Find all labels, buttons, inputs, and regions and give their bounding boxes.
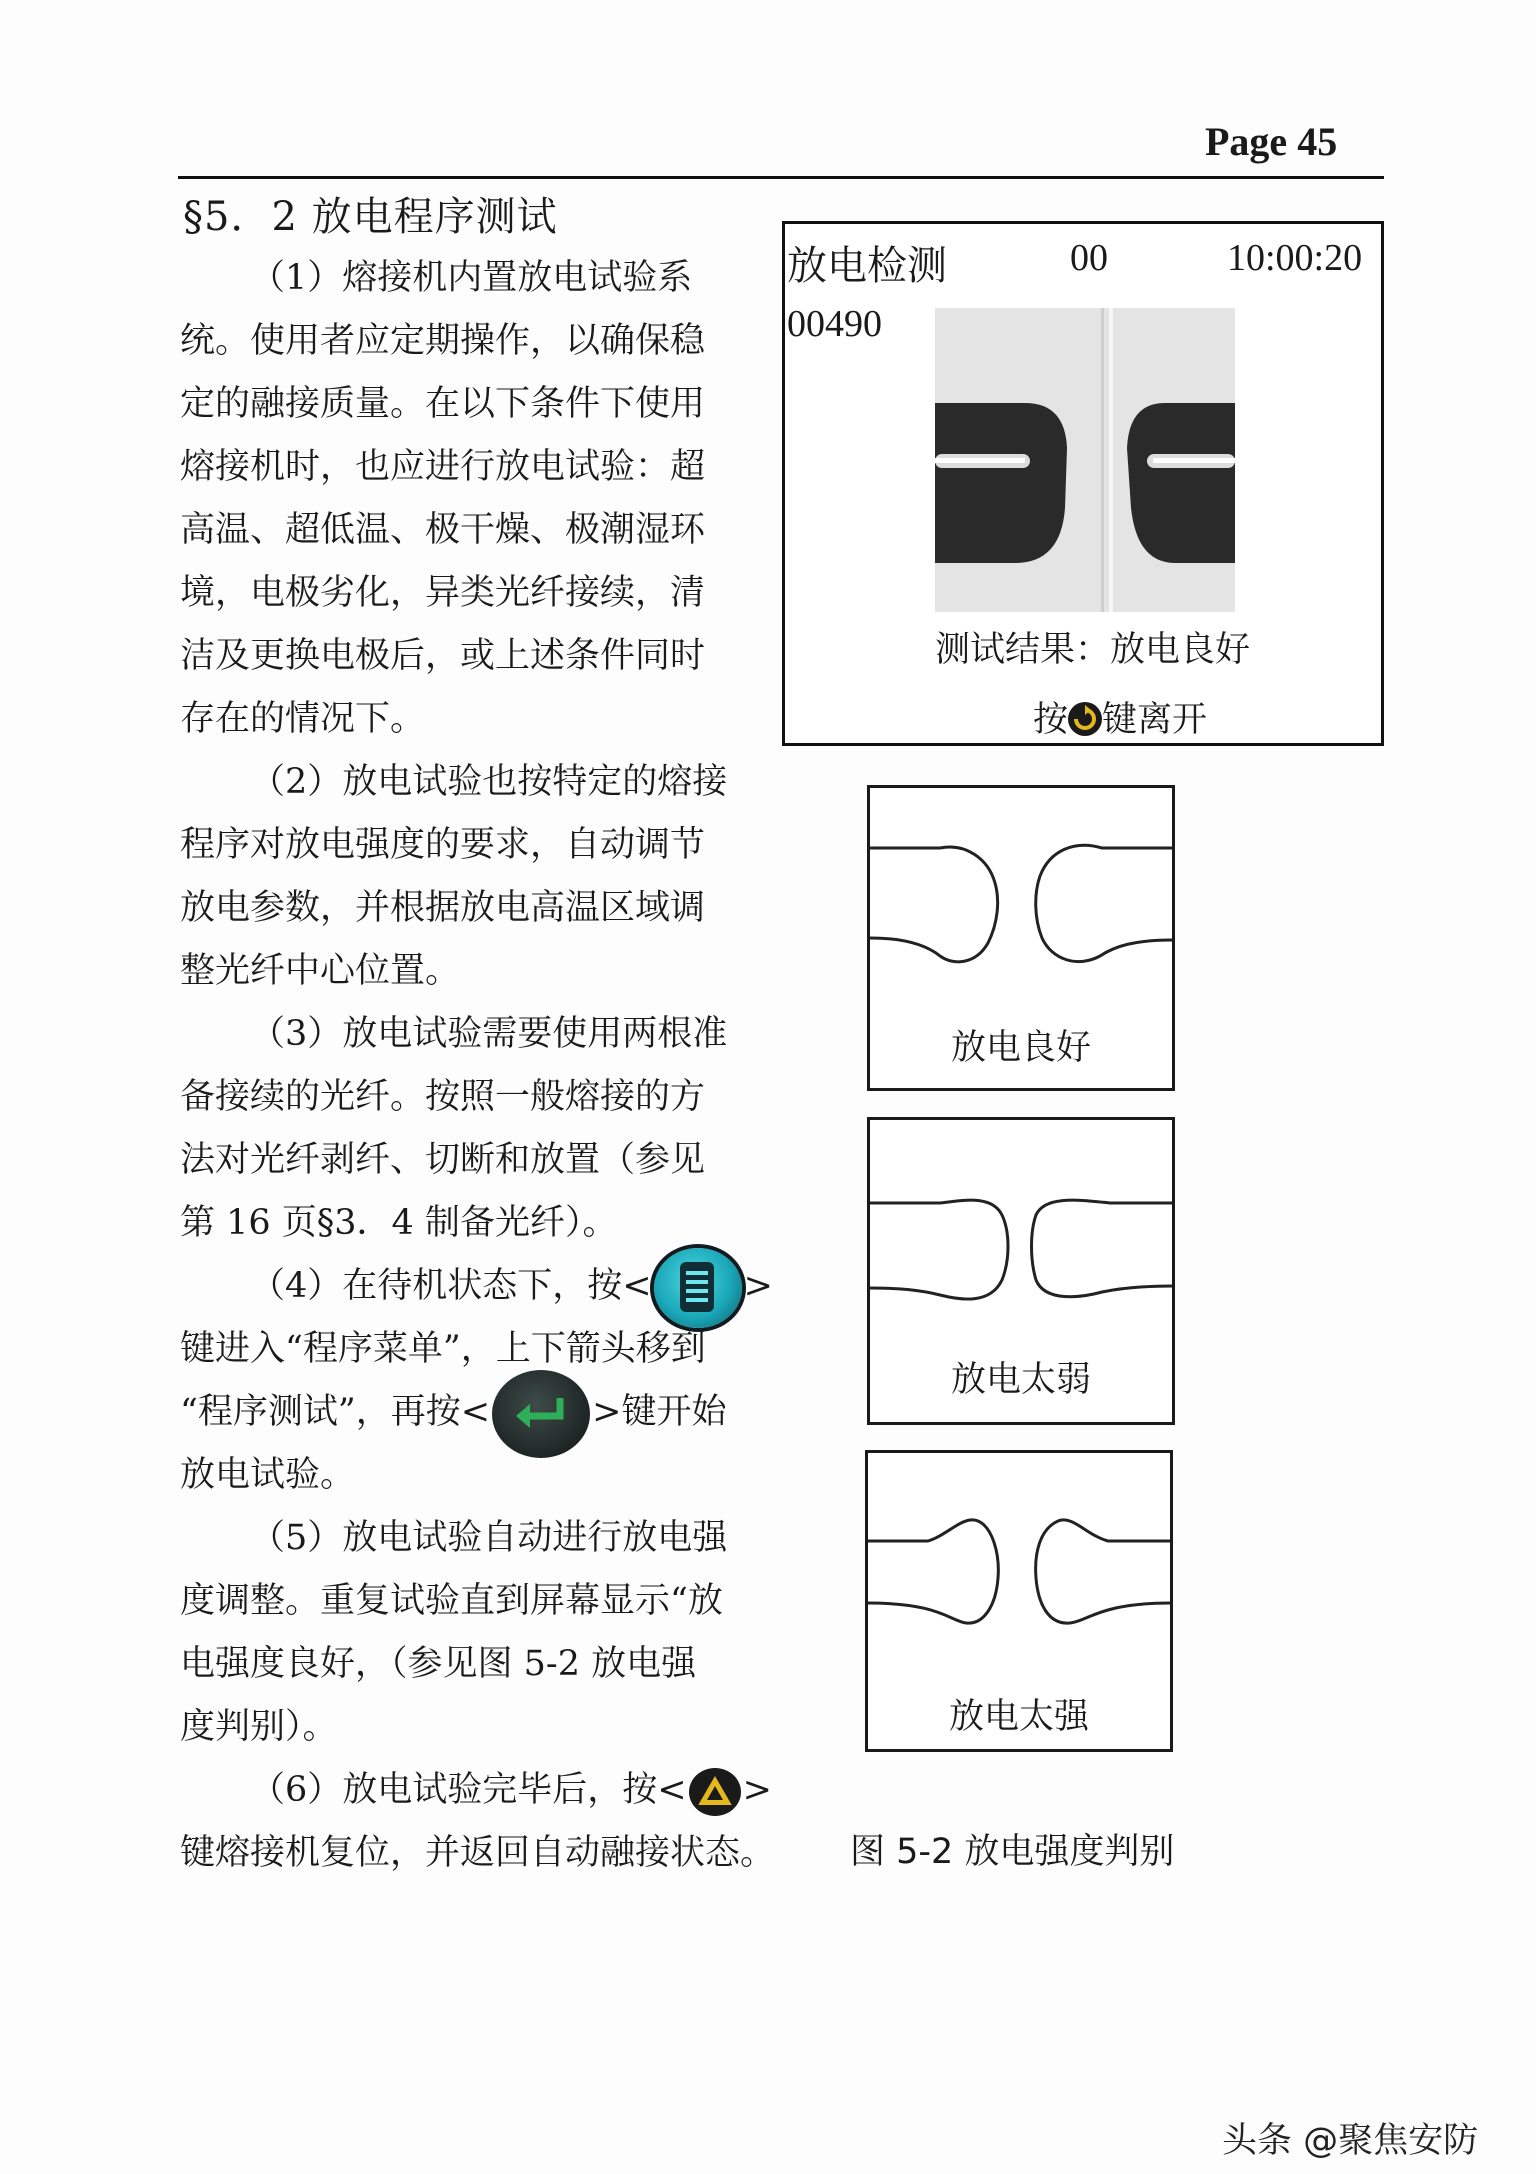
text-fragment: > <box>743 1266 773 1306</box>
diagram-label: 放电良好 <box>950 1028 1091 1068</box>
text-line: 整光纤中心位置。 <box>180 951 461 991</box>
text-line <box>180 1759 780 1822</box>
text-line: 第 16 页§3．4 制备光纤）。 <box>180 1203 618 1243</box>
paragraph-4 <box>180 1255 780 1507</box>
fiber-end-image <box>935 308 1235 612</box>
text-fragment: （4）在待机状态下，按< <box>250 1266 652 1306</box>
text-line: 键熔接机复位，并返回自动融接状态。 <box>180 1833 776 1873</box>
text-line: 度调整。重复试验直到屏幕显示“放 <box>180 1581 723 1621</box>
text-fragment: > <box>742 1770 772 1810</box>
page-number: Page 45 <box>1205 119 1338 164</box>
screen-count: 00 <box>1070 237 1108 279</box>
menu-icon <box>654 1248 742 1328</box>
text-line: 度判别）。 <box>180 1707 338 1747</box>
body-text <box>180 247 780 1885</box>
header-rule <box>178 176 1384 179</box>
text-line: （5）放电试验自动进行放电强 <box>250 1518 728 1558</box>
paragraph-5 <box>180 1507 780 1759</box>
watermark: 头条 @聚焦安防 <box>1222 2121 1479 2161</box>
text-line: 定的融接质量。在以下条件下使用 <box>180 384 706 424</box>
rotate-icon <box>1068 702 1102 736</box>
text-fragment: >键开始 <box>592 1392 727 1432</box>
paragraph-2 <box>180 751 780 1003</box>
screen-title: 放电检测 <box>787 243 947 289</box>
paragraph-3 <box>180 1003 780 1255</box>
text-line: 熔接机时，也应进行放电试验：超 <box>180 447 706 487</box>
diagram-label: 放电太强 <box>948 1697 1089 1737</box>
text-line: 放电参数，并根据放电高温区域调 <box>180 888 706 928</box>
screen-number: 00490 <box>787 303 882 345</box>
text-line: 境，电极劣化，异类光纤接续，清 <box>180 573 706 613</box>
enter-icon <box>492 1370 590 1458</box>
discharge-diagram-good <box>867 785 1175 1091</box>
diagram-label: 放电太弱 <box>950 1360 1091 1400</box>
text-line: 统。使用者应定期操作，以确保稳 <box>180 321 706 361</box>
discharge-diagram-strong <box>865 1450 1173 1752</box>
text-line: （2）放电试验也按特定的熔接 <box>250 762 728 802</box>
text-line: 高温、超低温、极干燥、极潮湿环 <box>180 510 706 550</box>
text-line: 洁及更换电极后，或上述条件同时 <box>180 636 706 676</box>
paragraph-6 <box>180 1759 780 1885</box>
figure-caption: 图 5-2 放电强度判别 <box>850 1832 1175 1872</box>
section-title: §5．2 放电程序测试 <box>183 194 558 240</box>
text-line: 备接续的光纤。按照一般熔接的方 <box>180 1077 706 1117</box>
text-line: 放电试验。 <box>180 1455 356 1495</box>
fusion-splicer-screen <box>782 221 1384 746</box>
text-line: 存在的情况下。 <box>180 699 426 739</box>
text-line: 法对光纤剥纤、切断和放置（参见 <box>180 1140 706 1180</box>
text-line <box>180 1381 780 1444</box>
text-line: 键进入“程序菜单”，上下箭头移到 <box>180 1329 706 1369</box>
screen-exit-hint <box>1033 692 1207 742</box>
screen-time: 10:00:20 <box>1227 237 1363 279</box>
text-fragment: “程序测试”，再按< <box>180 1392 491 1432</box>
text-line <box>180 1255 780 1318</box>
exit-prefix: 按 <box>1033 700 1069 740</box>
text-line: （3）放电试验需要使用两根准 <box>250 1014 728 1054</box>
triangle-icon <box>689 1768 741 1816</box>
paragraph-1 <box>180 247 780 751</box>
text-line: 程序对放电强度的要求，自动调节 <box>180 825 706 865</box>
screen-result: 测试结果：放电良好 <box>935 630 1251 670</box>
text-line: （1）熔接机内置放电试验系 <box>250 258 693 298</box>
text-line: 电强度良好，（参见图 5-2 放电强 <box>180 1644 697 1684</box>
exit-suffix: 键离开 <box>1102 700 1208 740</box>
discharge-diagram-weak <box>867 1117 1175 1425</box>
text-fragment: （6）放电试验完毕后，按< <box>250 1770 687 1810</box>
